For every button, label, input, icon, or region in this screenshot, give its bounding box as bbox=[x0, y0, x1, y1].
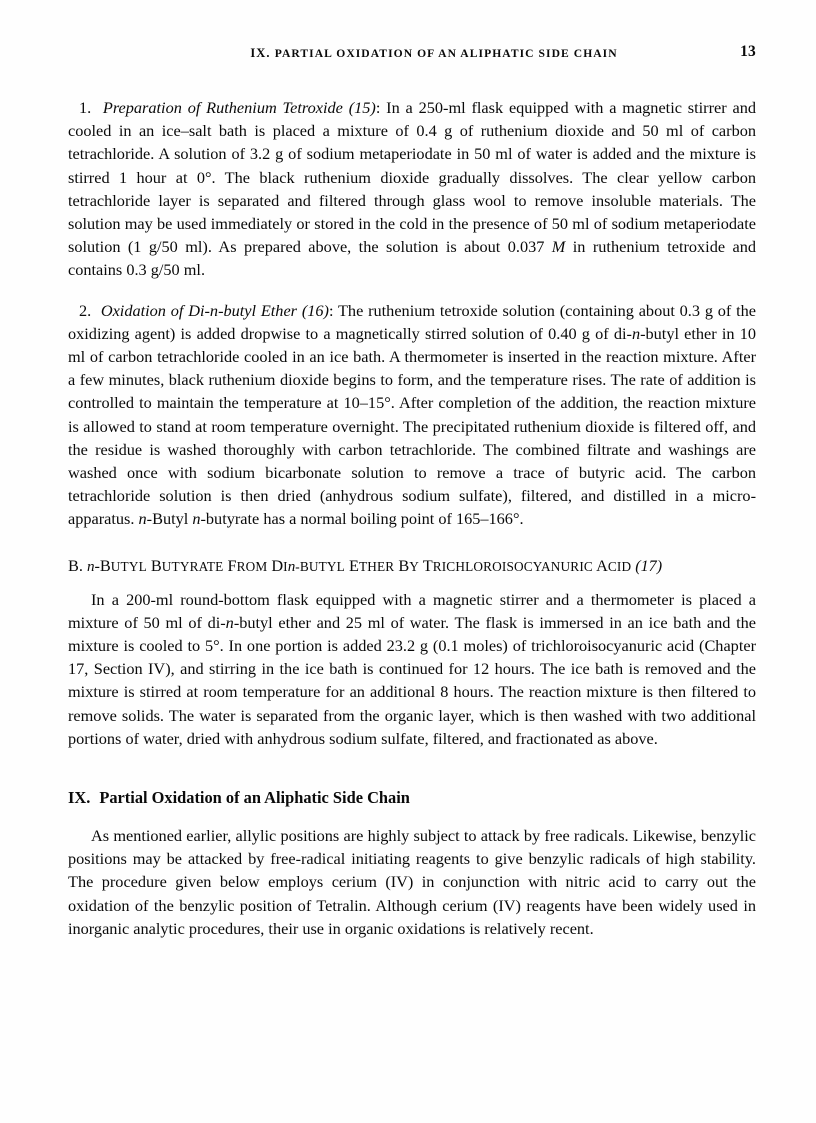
reference-number-17: (17) bbox=[635, 557, 663, 575]
page-number: 13 bbox=[740, 43, 756, 60]
paragraph-1-text-end: in ruthenium tetroxide and contains 0.3 g/50 ml. bbox=[68, 237, 756, 280]
section-b-ether-smallcaps: THER bbox=[358, 558, 395, 574]
section-b-acid-smallcaps: RICHLOROISOCYANURIC bbox=[432, 558, 593, 574]
italic-n-4: n bbox=[225, 612, 234, 632]
section-heading-b bbox=[68, 554, 756, 579]
section-b-part2-smallcaps: UTYRATE bbox=[161, 558, 224, 574]
running-head-title bbox=[250, 46, 617, 61]
section-b-di-cap: D bbox=[267, 555, 284, 575]
section-b-acid2-cap: A bbox=[592, 555, 608, 575]
paragraph-3-text-a: In a 200-ml round-bottom flask equipped with a magnetic stirrer and a thermometer is placed a mixture of 50 ml of di- bbox=[68, 589, 756, 632]
page-content bbox=[68, 96, 756, 940]
section-b-part1-smallcaps: UTYL bbox=[110, 558, 147, 574]
running-head bbox=[68, 43, 756, 61]
section-b-italic-n-1: n bbox=[86, 558, 95, 575]
italic-n-2: n bbox=[138, 509, 147, 529]
running-head-numeral: IX. bbox=[250, 46, 271, 60]
section-b-acid-cap: T bbox=[418, 555, 433, 575]
paragraph-oxidation-di-n-butyl-ether bbox=[68, 299, 756, 531]
run-in-title-2a: Oxidation of Di- bbox=[100, 300, 210, 320]
run-in-title-2n: n bbox=[209, 300, 219, 320]
paragraph-2-text-b: -butyl ether in 10 ml of carbon tetrachloride cooled in an ice bath. A thermometer is inserted in the reaction mixture. After a few minutes, black ruthenium dioxide begins to form, and the temperature rises. The rate of addition is controlled to maintain the temperature at 10–15°. After completion of the addition, the reaction mixture is allowed to stand at room temperature overnight. The precipitated ruthenium dioxide is filtered off, and the residue is washed thoroughly with carbon tetrachloride. The combined filtrate and washings are washed once with sodium bicarbonate solution to remove a trace of butyric acid. The carbon tetrachloride solution is then dried (anhydrous sodium sulfate), filtered, and distilled in a micro-apparatus. bbox=[68, 323, 756, 529]
reference-number-16: (16) bbox=[301, 300, 329, 320]
item-number-2: 2. bbox=[79, 300, 92, 320]
molarity-symbol: M bbox=[551, 237, 566, 257]
reference-number-15: (15) bbox=[348, 98, 376, 117]
paragraph-1-text: : In a 250-ml flask equipped with a magnetic stirrer and cooled in an ice–salt bath is placed a mixture of 0.4 g of ruthenium dioxide and 50 ml of carbon tetrachloride. A solution of 3.2 g of sodium metaperiodate in 50 ml of water is added and the mixture is stirred 1 hour at 0°. The black ruthenium dioxide gradually dissolves. The clear yellow carbon tetrachloride layer is separated and filtered through glass wool to remove insoluble materials. The solution may be used immediately or stored in the cold in the presence of 50 ml of sodium metaperiodate solution (1 g/50 ml). As prepared above, the solution is about 0.037 bbox=[68, 98, 756, 257]
run-in-title-2b: -butyl Ether bbox=[218, 300, 298, 320]
section-b-di-smallcaps: I bbox=[283, 558, 288, 574]
paragraph-2-text-a: : The ruthenium tetroxide solution (containing about 0.3 g of the oxidizing agent) is added dropwise to a magnetically stirred solution of 0.40 g of di- bbox=[68, 300, 757, 343]
paragraph-3-text-b: -butyl ether and 25 ml of water. The flask is immersed in an ice bath and the mixture is cooled to 5°. In one portion is added 23.2 g (0.1 moles) of trichloroisocyanuric acid (Chapter 17, Section IV), and stirring in the ice bath is continued for 12 hours. The ice bath is removed and the mixture is stirred at room temperature for an additional 8 hours. The reaction mixture is then filtered to remove solids. The water is separated from the organic layer, which is then washed with two additional portions of water, dried with anhydrous sodium sulfate, filtered, and fractionated as above. bbox=[68, 612, 756, 748]
section-b-ether-cap: E bbox=[344, 555, 359, 575]
item-number-1: 1. bbox=[79, 98, 92, 117]
section-b-part2: B bbox=[146, 555, 162, 575]
section-heading-ix bbox=[68, 786, 756, 809]
section-b-part1: -B bbox=[94, 555, 111, 575]
paragraph-benzylic-oxidation-intro: As mentioned earlier, allylic positions are highly subject to attack by free radicals. Likewise, benzylic positions may be attacked by free-radical initiating reagents to give benzylic radicals of high stability. The procedure given below employs cerium (IV) in conjunction with nitric acid to carry out the oxidation of the benzylic position of Tetralin. Although cerium (IV) reagents have been widely used in inorganic analytic procedures, their use in organic oxidations is relatively recent. bbox=[68, 826, 756, 938]
section-b-from-cap: F bbox=[223, 555, 237, 575]
section-b-by-smallcaps: Y bbox=[409, 558, 419, 574]
section-ix-numeral: IX. bbox=[68, 788, 91, 808]
paragraph-trichloroisocyanuric-procedure bbox=[68, 588, 756, 750]
section-b-by-cap: B bbox=[394, 555, 410, 575]
section-b-label: B. bbox=[68, 555, 83, 575]
italic-n-1: n bbox=[631, 323, 641, 343]
run-in-title-1: Preparation of Ruthenium Tetroxide bbox=[102, 98, 343, 117]
running-head-text: PARTIAL OXIDATION OF AN ALIPHATIC SIDE CHAIN bbox=[274, 47, 618, 60]
paragraph-preparation-ruthenium-tetroxide bbox=[68, 96, 756, 282]
section-b-butyl-smallcaps: -BUTYL bbox=[295, 558, 345, 574]
section-b-acid2-smallcaps: CID bbox=[607, 558, 632, 574]
paragraph-2-text-c: -Butyl bbox=[146, 509, 193, 529]
section-b-italic-n-2: n bbox=[287, 558, 296, 575]
paragraph-2-text-d: -butyrate has a normal boiling point of 165–166°. bbox=[200, 509, 524, 529]
italic-n-3: n bbox=[192, 509, 201, 529]
section-b-from-smallcaps: ROM bbox=[236, 558, 268, 574]
section-ix-title: Partial Oxidation of an Aliphatic Side Chain bbox=[99, 788, 410, 808]
